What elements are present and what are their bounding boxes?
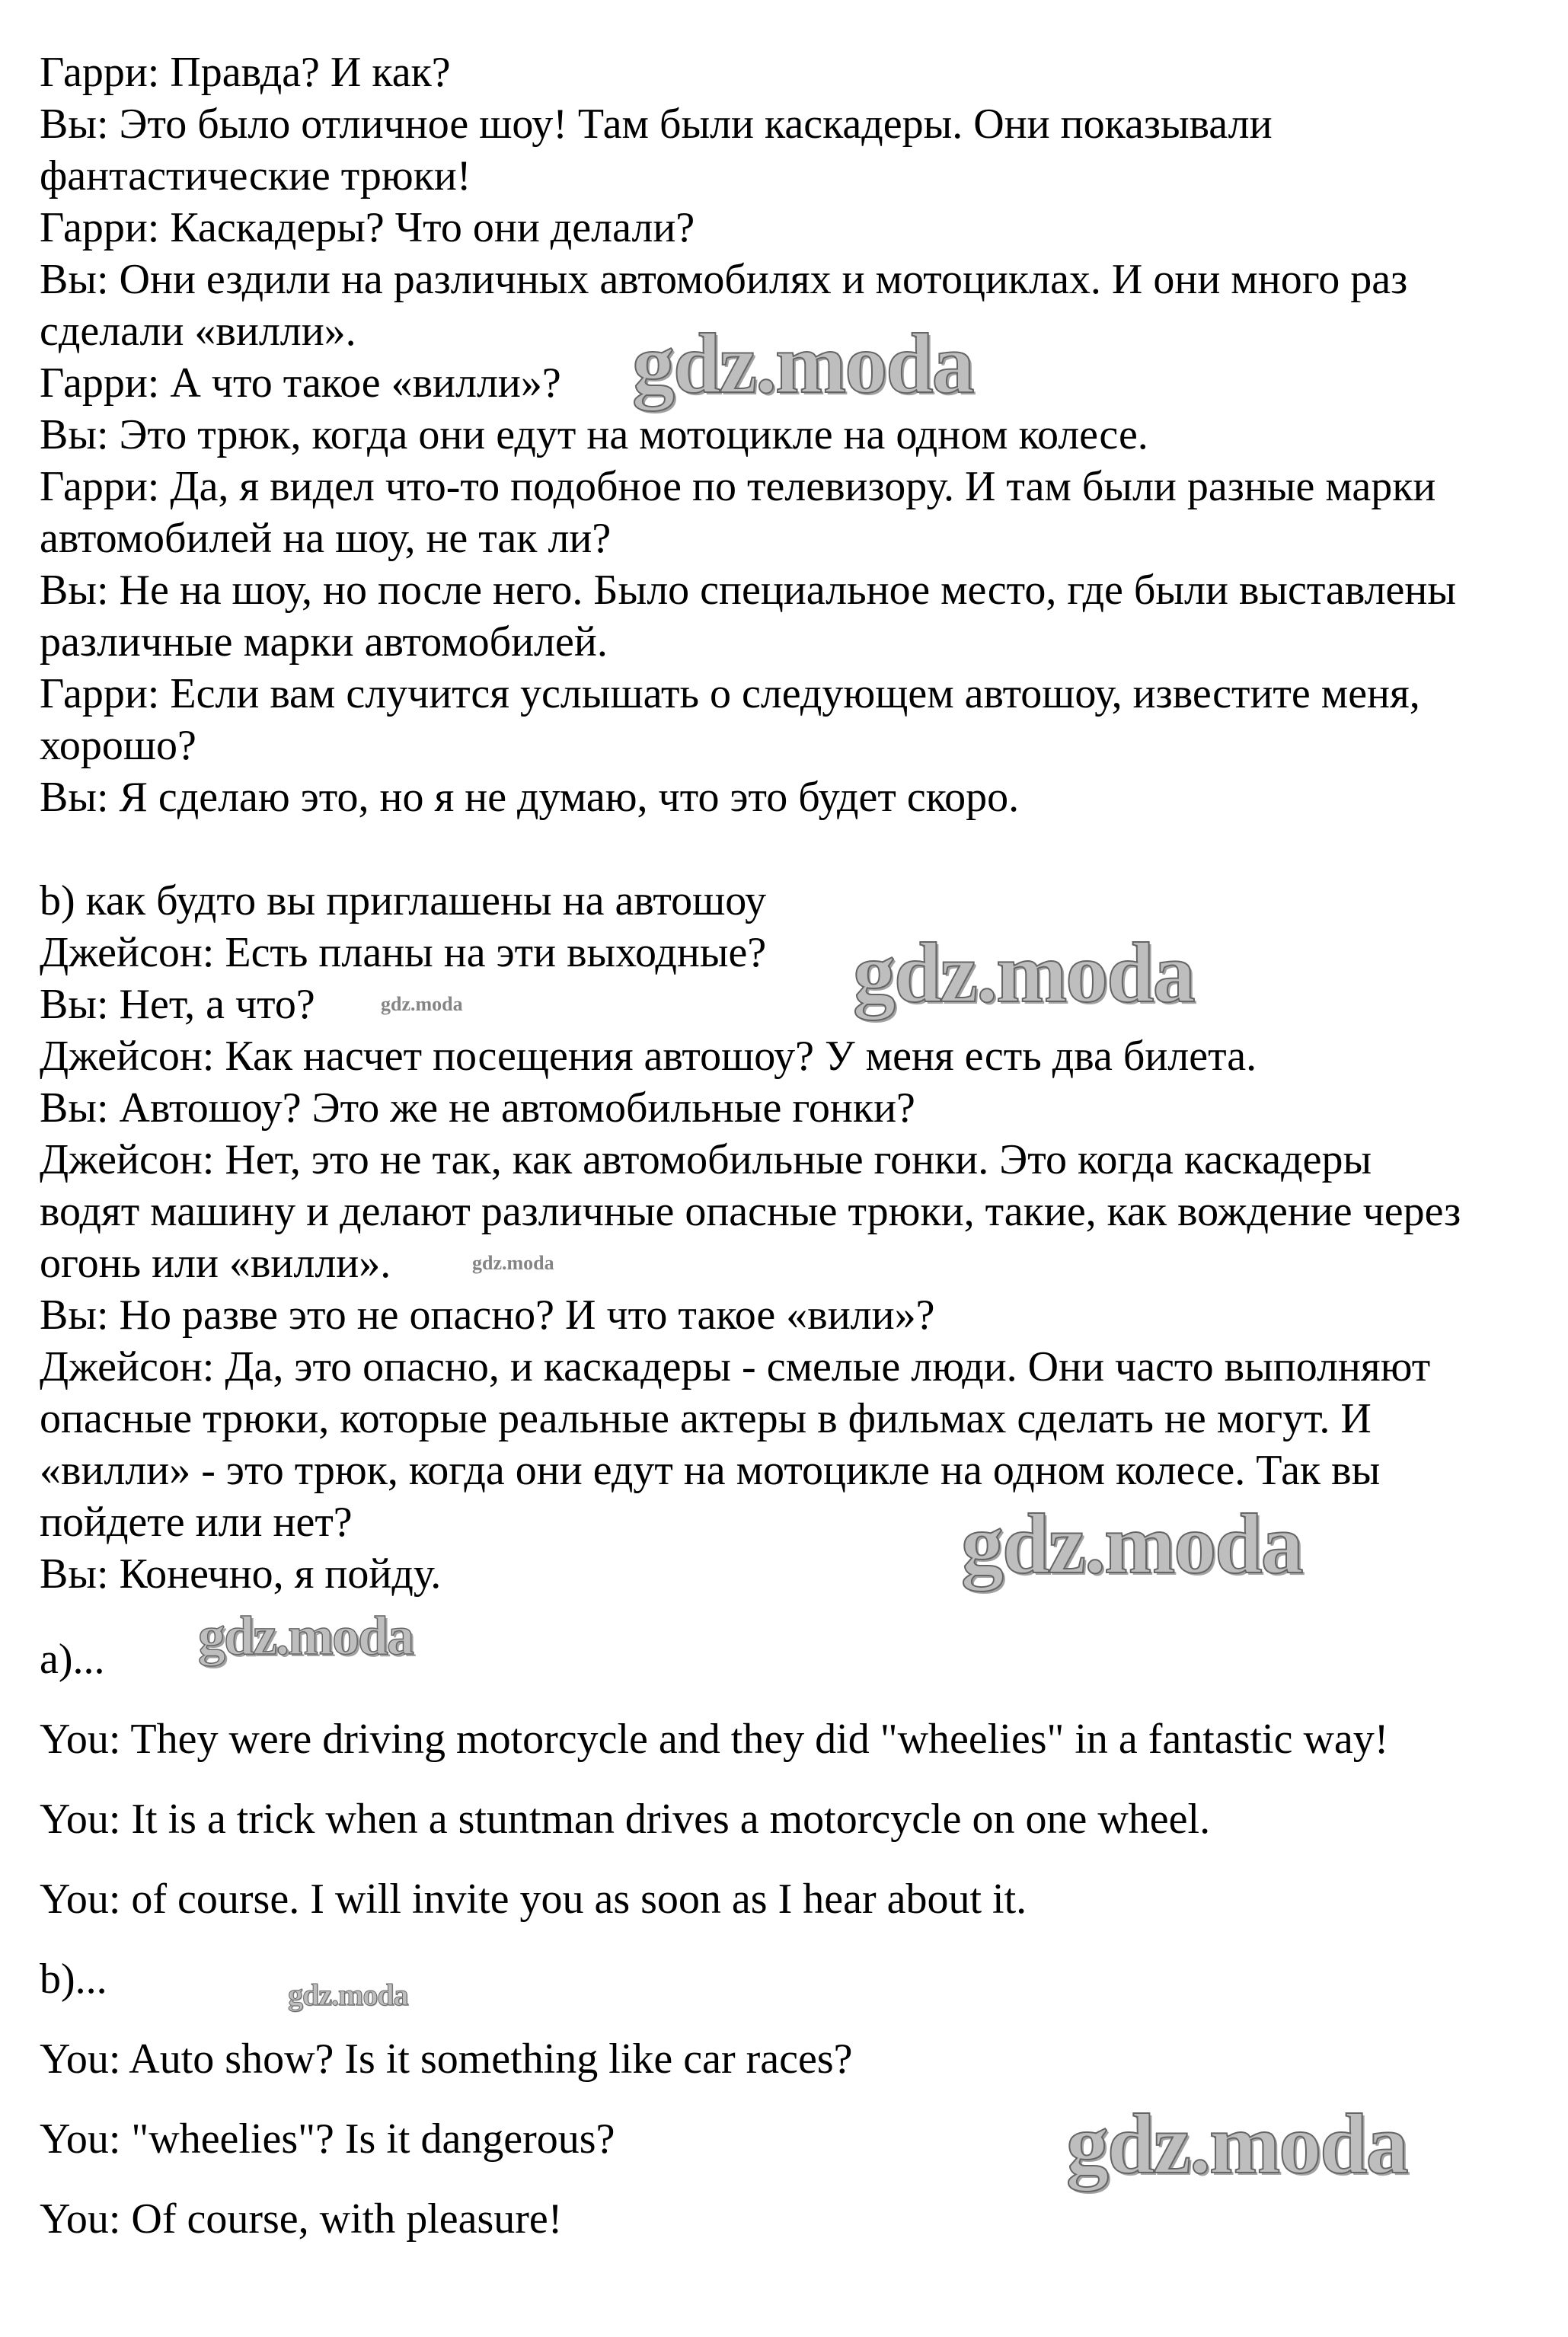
watermark: gdz.moda [632, 317, 973, 411]
text-line: Джейсон: Нет, это не так, как автомобильные гонки. Это когда каскадеры [40, 1136, 1372, 1183]
text-line: опасные трюки, которые реальные актеры в фильмах сделать не могут. И [40, 1395, 1372, 1442]
answer-line: You: They were driving motorcycle and they did "wheelies" in a fantastic way! [40, 1716, 1389, 1763]
blank-line [40, 823, 1461, 875]
text-line: Вы: Но разве это не опасно? И что такое «вили»? [40, 1291, 935, 1339]
text-line: Гарри: Каскадеры? Что они делали? [40, 204, 695, 251]
text-line: Джейсон: Как насчет посещения автошоу? У меня есть два билета. [40, 1033, 1257, 1080]
text-line: фантастические трюки! [40, 152, 471, 200]
russian-translation-block [40, 46, 1461, 1600]
answer-line: You: Auto show? Is it something like car races? [40, 2035, 853, 2083]
section-label: a)... [40, 1636, 105, 1683]
text-line: Гарри: Правда? И как? [40, 49, 451, 96]
answer-line: You: of course. I will invite you as soon as I hear about it. [40, 1876, 1027, 1923]
text-line: Джейсон: Есть планы на эти выходные? [40, 929, 767, 976]
text-line: автомобилей на шоу, не так ли? [40, 515, 612, 562]
watermark: gdz.moda [961, 1497, 1302, 1592]
watermark: gdz.moda [288, 1978, 408, 2012]
text-line: Вы: Это было отличное шоу! Там были каскадеры. Они показывали [40, 101, 1273, 148]
text-line: огонь или «вилли». [40, 1240, 391, 1287]
text-line: Вы: Они ездили на различных автомобилях и мотоциклах. И они много раз [40, 256, 1408, 303]
section-label: b)... [40, 1955, 107, 2003]
text-line: хорошо? [40, 722, 196, 769]
text-line: пойдете или нет? [40, 1499, 353, 1546]
text-line: Джейсон: Да, это опасно, и каскадеры - смелые люди. Они часто выполняют [40, 1343, 1431, 1390]
text-line: Гарри: А что такое «вилли»? [40, 359, 561, 407]
watermark: gdz.moda [198, 1605, 414, 1666]
answer-line: You: "wheelies"? Is it dangerous? [40, 2115, 615, 2163]
text-line: водят машину и делают различные опасные трюки, такие, как вождение через [40, 1188, 1461, 1235]
text-line: Гарри: Если вам случится услышать о следующем автошоу, известите меня, [40, 670, 1420, 717]
watermark: gdz.moda [853, 926, 1194, 1020]
text-line: Вы: Это трюк, когда они едут на мотоцикле на одном колесе. [40, 411, 1148, 458]
watermark: gdz.moda [381, 993, 463, 1015]
watermark: gdz.moda [472, 1252, 554, 1274]
answer-line: You: Of course, with pleasure! [40, 2195, 563, 2243]
text-line: Гарри: Да, я видел что-то подобное по телевизору. И там были разные марки [40, 463, 1436, 510]
text-line: Вы: Автошоу? Это же не автомобильные гонки? [40, 1084, 915, 1132]
text-line: Вы: Конечно, я пойду. [40, 1550, 442, 1598]
text-line: сделали «вилли». [40, 308, 356, 355]
watermark: gdz.moda [1066, 2097, 1407, 2192]
text-line: Вы: Не на шоу, но после него. Было специальное место, где были выставлены [40, 567, 1456, 614]
section-heading: b) как будто вы приглашены на автошоу [40, 877, 767, 924]
text-line: Вы: Нет, а что? [40, 981, 315, 1028]
answer-line: You: It is a trick when a stuntman drives a motorcycle on one wheel. [40, 1796, 1211, 1843]
text-line: различные марки автомобилей. [40, 618, 608, 666]
text-line: Вы: Я сделаю это, но я не думаю, что это будет скоро. [40, 774, 1020, 821]
text-line: «вилли» - это трюк, когда они едут на мотоцикле на одном колесе. Так вы [40, 1447, 1381, 1494]
